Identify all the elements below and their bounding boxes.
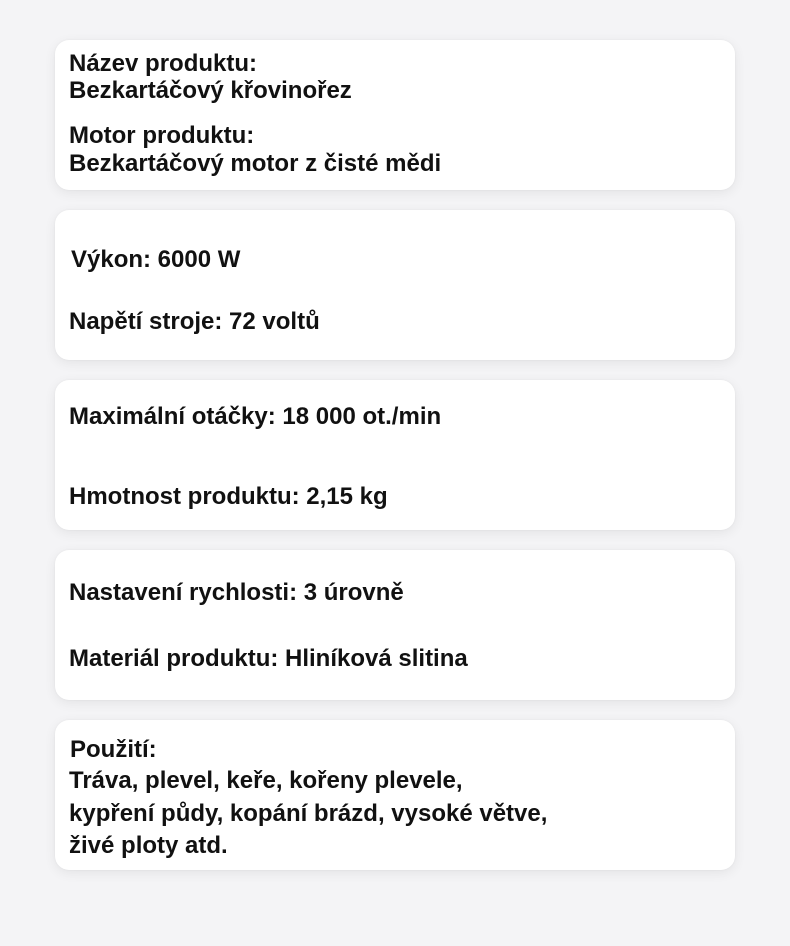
usage-label: Použití:: [70, 736, 157, 763]
usage-line-1: Tráva, plevel, keře, kořeny plevele,: [69, 767, 463, 794]
voltage-spec: Napětí stroje: 72 voltů: [69, 308, 320, 335]
spec-card-power: [55, 210, 735, 360]
power-spec: Výkon: 6000 W: [71, 246, 241, 273]
product-name-value: Bezkartáčový křovinořez: [69, 77, 352, 104]
product-name-label: Název produktu:: [69, 50, 258, 77]
spec-card-product: [55, 40, 735, 190]
usage-line-2: kypření půdy, kopání brázd, vysoké větve,: [69, 800, 548, 827]
weight-spec: Hmotnost produktu: 2,15 kg: [69, 483, 388, 510]
motor-label: Motor produktu:: [69, 122, 255, 149]
usage-line-3: živé ploty atd.: [69, 832, 228, 859]
material-spec: Materiál produktu: Hliníková slitina: [69, 645, 468, 672]
spec-card-settings-material: [55, 550, 735, 700]
speed-setting-spec: Nastavení rychlosti: 3 úrovně: [69, 579, 404, 606]
spec-card-speed-weight: [55, 380, 735, 530]
motor-value: Bezkartáčový motor z čisté mědi: [69, 150, 442, 177]
max-rpm-spec: Maximální otáčky: 18 000 ot./min: [69, 403, 442, 430]
spec-card-usage: [55, 720, 735, 870]
